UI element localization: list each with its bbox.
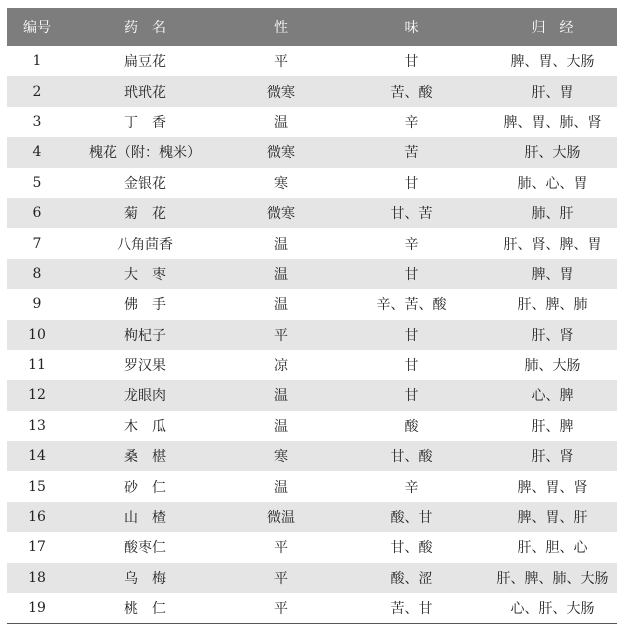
cell-herb-name: 扁豆花: [124, 54, 166, 71]
herb-table-container: [7, 8, 611, 624]
cell-herb-name: 山 楂: [124, 510, 166, 527]
cell-meridian: 肺、大肠: [524, 358, 581, 375]
cell-meridian: 肝、脾: [531, 418, 574, 435]
table-row: [7, 76, 617, 106]
table-row: [7, 471, 617, 501]
cell-herb-name: 木 瓜: [124, 418, 166, 435]
cell-flavor: 甘、酸: [390, 449, 433, 466]
table-row: [7, 107, 617, 137]
cell-herb-name: 乌 梅: [124, 570, 166, 587]
table-header: [7, 8, 617, 46]
cell-meridian: 脾、胃、肺、肾: [503, 114, 602, 131]
cell-nature: 温: [274, 236, 288, 253]
cell-meridian: 肝、脾、肺: [517, 297, 588, 314]
cell-flavor: 甘、苦: [390, 206, 433, 223]
cell-nature: 平: [274, 540, 288, 557]
cell-flavor: 辛: [404, 114, 419, 131]
cell-flavor: 苦、酸: [390, 84, 433, 101]
cell-number: 11: [28, 357, 46, 374]
cell-number: 8: [32, 265, 42, 282]
cell-number: 17: [28, 539, 46, 556]
table-row: [7, 532, 617, 562]
cell-flavor: 苦、甘: [390, 600, 433, 617]
header-number: 编号: [23, 20, 51, 36]
table-row: [7, 350, 617, 380]
cell-number: 2: [32, 83, 42, 100]
cell-herb-name: 龙眼肉: [124, 388, 166, 405]
herb-properties-table: [7, 8, 617, 624]
cell-nature: 平: [274, 600, 288, 617]
cell-herb-name: 丁 香: [124, 114, 166, 131]
header-row: [7, 8, 617, 46]
cell-flavor: 甘、酸: [390, 540, 433, 557]
table-row: [7, 289, 617, 319]
table-row: [7, 320, 617, 350]
cell-flavor: 甘: [404, 175, 419, 192]
cell-meridian: 肺、心、胃: [517, 175, 588, 192]
cell-nature: 温: [274, 388, 288, 405]
table-row: [7, 46, 617, 76]
cell-herb-name: 佛 手: [124, 297, 166, 314]
cell-meridian: 肝、脾、肺、大肠: [496, 570, 609, 587]
table-row: [7, 228, 617, 258]
cell-flavor: 甘: [404, 54, 419, 71]
cell-meridian: 肝、胃: [531, 84, 574, 101]
table-row: [7, 502, 617, 532]
cell-nature: 微寒: [267, 145, 295, 162]
cell-herb-name: 桃 仁: [124, 600, 166, 617]
cell-meridian: 肝、大肠: [524, 145, 581, 162]
cell-flavor: 酸、涩: [390, 570, 433, 587]
cell-flavor: 甘: [404, 388, 419, 405]
cell-flavor: 甘: [404, 266, 419, 283]
cell-number: 5: [32, 174, 42, 191]
cell-number: 1: [32, 53, 42, 70]
table-row: [7, 137, 617, 167]
table-row: [7, 411, 617, 441]
cell-nature: 微寒: [267, 84, 295, 101]
cell-nature: 温: [274, 266, 288, 283]
cell-meridian: 脾、胃、肾: [517, 479, 588, 496]
cell-meridian: 脾、胃、肝: [517, 510, 588, 527]
cell-herb-name: 大 枣: [124, 266, 166, 283]
cell-number: 15: [28, 478, 46, 495]
cell-herb-name: 枸杞子: [124, 327, 166, 344]
cell-number: 19: [28, 599, 46, 616]
cell-meridian: 肝、肾: [531, 327, 574, 344]
cell-flavor: 辛: [404, 479, 419, 496]
cell-herb-name: 酸枣仁: [124, 540, 166, 557]
cell-number: 6: [32, 205, 42, 222]
cell-nature: 寒: [274, 449, 288, 466]
cell-nature: 微寒: [267, 206, 295, 223]
table-row: [7, 259, 617, 289]
cell-number: 4: [32, 144, 42, 161]
cell-herb-name: 槐花（附：槐米）: [89, 145, 201, 162]
cell-herb-name: 玳玳花: [124, 84, 166, 101]
cell-herb-name: 金银花: [124, 175, 166, 192]
cell-number: 13: [28, 417, 46, 434]
table-row: [7, 441, 617, 471]
cell-nature: 平: [274, 54, 288, 71]
cell-herb-name: 桑 椹: [124, 449, 166, 466]
cell-number: 9: [32, 296, 42, 313]
cell-nature: 微温: [267, 510, 295, 527]
cell-number: 3: [32, 113, 42, 130]
cell-meridian: 肝、肾、脾、胃: [503, 236, 602, 253]
cell-number: 18: [28, 569, 46, 586]
cell-nature: 平: [274, 327, 288, 344]
cell-herb-name: 菊 花: [124, 206, 166, 223]
cell-nature: 温: [274, 114, 288, 131]
cell-meridian: 肺、肝: [531, 206, 574, 223]
cell-flavor: 酸、甘: [390, 510, 433, 527]
cell-herb-name: 砂 仁: [124, 479, 166, 496]
header-nature: 性: [274, 20, 288, 36]
cell-nature: 凉: [274, 358, 288, 375]
cell-herb-name: 八角茴香: [117, 236, 173, 253]
header-meridian: 归 经: [531, 20, 574, 36]
table-row: [7, 380, 617, 410]
cell-nature: 温: [274, 297, 288, 314]
table-row: [7, 168, 617, 198]
cell-number: 7: [32, 235, 42, 252]
cell-meridian: 肝、肾: [531, 449, 574, 466]
cell-number: 10: [28, 326, 46, 343]
cell-flavor: 辛、苦、酸: [376, 297, 447, 314]
cell-meridian: 心、肝、大肠: [510, 600, 595, 617]
table-row: [7, 563, 617, 593]
cell-flavor: 甘: [404, 358, 419, 375]
cell-nature: 寒: [274, 175, 288, 192]
cell-meridian: 脾、胃: [531, 266, 574, 283]
cell-flavor: 苦: [404, 145, 419, 162]
cell-meridian: 脾、胃、大肠: [510, 54, 595, 71]
cell-herb-name: 罗汉果: [124, 358, 166, 375]
cell-nature: 温: [274, 418, 288, 435]
cell-number: 12: [28, 387, 46, 404]
cell-flavor: 酸: [404, 418, 419, 435]
table-row: [7, 593, 617, 623]
cell-number: 16: [28, 509, 46, 526]
header-herb-name: 药 名: [124, 20, 166, 36]
cell-meridian: 肝、胆、心: [517, 540, 588, 557]
cell-meridian: 心、脾: [531, 388, 574, 405]
cell-flavor: 甘: [404, 327, 419, 344]
cell-nature: 温: [274, 479, 288, 496]
table-body: [7, 46, 617, 623]
table-row: [7, 198, 617, 228]
cell-flavor: 辛: [404, 236, 419, 253]
cell-nature: 平: [274, 570, 288, 587]
header-flavor: 味: [404, 20, 419, 36]
cell-number: 14: [28, 448, 46, 465]
